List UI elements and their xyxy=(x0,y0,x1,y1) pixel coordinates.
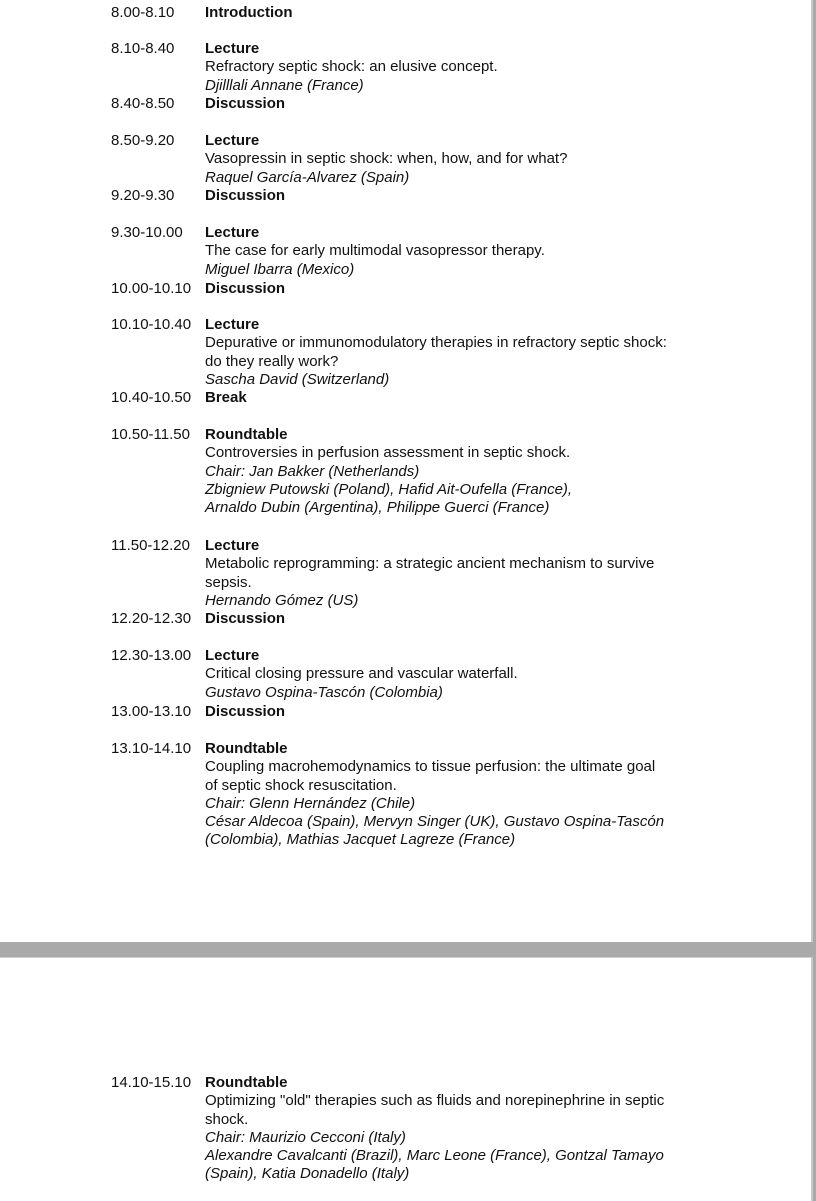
session-title-line: Critical closing pressure and vascular waterfall. xyxy=(205,665,518,683)
time-slot: 9.20-9.30 xyxy=(111,187,175,204)
session-type: Lecture xyxy=(205,224,260,241)
session-type: Discussion xyxy=(205,703,286,720)
speaker-line: Arnaldo Dubin (Argentina), Philippe Guerci (France) xyxy=(205,499,550,517)
time-slot: 11.50-12.20 xyxy=(111,537,190,554)
session-details xyxy=(205,703,710,721)
time-slot: 9.30-10.00 xyxy=(111,224,183,241)
session-details xyxy=(205,610,710,628)
time-slot: 8.50-9.20 xyxy=(111,132,175,149)
time-slot: 13.10-14.10 xyxy=(111,740,192,757)
session-details xyxy=(205,187,710,205)
session-type: Discussion xyxy=(205,280,286,297)
session-title-line: of septic shock resuscitation. xyxy=(205,776,397,794)
speaker-line: (Colombia), Mathias Jacquet Lagreze (France) xyxy=(205,831,516,849)
speaker-line: (Spain), Katia Donadello (Italy) xyxy=(205,1165,410,1183)
session-title-line: Depurative or immunomodulatory therapies in refractory septic shock: xyxy=(205,334,667,352)
session-details xyxy=(205,537,710,610)
speaker-line: Alexandre Cavalcanti (Brazil), Marc Leone (France), Gontzal Tamayo xyxy=(205,1147,664,1165)
session-details xyxy=(205,224,710,279)
speaker-line: Djilllali Annane (France) xyxy=(205,76,364,94)
speaker-line: Zbigniew Putowski (Poland), Hafid Ait-Oufella (France), xyxy=(205,480,573,498)
session-type: Lecture xyxy=(205,132,260,149)
session-title-line: Vasopressin in septic shock: when, how, and for what? xyxy=(205,150,568,168)
session-title-line: The case for early multimodal vasopressor therapy. xyxy=(205,242,545,260)
document-page-2 xyxy=(0,957,813,1201)
session-details xyxy=(205,426,710,517)
session-title-line: Metabolic reprogramming: a strategic ancient mechanism to survive xyxy=(205,555,655,573)
speaker-line: Gustavo Ospina-Tascón (Colombia) xyxy=(205,683,443,701)
time-slot: 12.30-13.00 xyxy=(111,647,192,664)
time-slot: 10.10-10.40 xyxy=(111,316,192,333)
session-details xyxy=(205,740,710,850)
speaker-line: Sascha David (Switzerland) xyxy=(205,370,390,388)
session-title-line: Coupling macrohemodynamics to tissue perfusion: the ultimate goal xyxy=(205,758,656,776)
speaker-line: Hernando Gómez (US) xyxy=(205,591,359,609)
session-type: Discussion xyxy=(205,187,286,204)
speaker-line: Miguel Ibarra (Mexico) xyxy=(205,260,355,278)
time-slot: 10.40-10.50 xyxy=(111,389,192,406)
speaker-line: Raquel García-Alvarez (Spain) xyxy=(205,168,410,186)
session-title-line: shock. xyxy=(205,1110,249,1128)
session-details xyxy=(205,1074,710,1184)
time-slot: 10.00-10.10 xyxy=(111,280,192,297)
session-details xyxy=(205,132,710,187)
session-type: Discussion xyxy=(205,95,286,112)
session-details xyxy=(205,40,710,95)
session-type: Introduction xyxy=(205,4,293,21)
time-slot: 10.50-11.50 xyxy=(111,426,190,443)
session-type: Lecture xyxy=(205,647,260,664)
session-details xyxy=(205,280,710,298)
session-type: Break xyxy=(205,389,247,406)
session-details xyxy=(205,647,710,702)
session-type: Lecture xyxy=(205,40,260,57)
speaker-line: César Aldecoa (Spain), Mervyn Singer (UK), Gustavo Ospina-Tascón xyxy=(205,813,665,831)
time-slot: 13.00-13.10 xyxy=(111,703,192,720)
session-type: Roundtable xyxy=(205,740,288,757)
speaker-line: Chair: Jan Bakker (Netherlands) xyxy=(205,462,420,480)
session-type: Roundtable xyxy=(205,1074,288,1091)
session-type: Discussion xyxy=(205,610,286,627)
session-type: Roundtable xyxy=(205,426,288,443)
session-title-line: sepsis. xyxy=(205,573,252,591)
time-slot: 8.00-8.10 xyxy=(111,4,175,21)
speaker-line: Chair: Glenn Hernández (Chile) xyxy=(205,794,416,812)
time-slot: 8.40-8.50 xyxy=(111,95,175,112)
session-details xyxy=(205,95,710,113)
session-details xyxy=(205,4,710,22)
session-details xyxy=(205,316,710,389)
speaker-line: Chair: Maurizio Cecconi (Italy) xyxy=(205,1128,406,1146)
session-title-line: do they really work? xyxy=(205,352,339,370)
session-title-line: Controversies in perfusion assessment in septic shock. xyxy=(205,444,571,462)
time-slot: 8.10-8.40 xyxy=(111,40,175,57)
time-slot: 14.10-15.10 xyxy=(111,1074,192,1091)
session-type: Lecture xyxy=(205,316,260,333)
time-slot: 12.20-12.30 xyxy=(111,610,192,627)
session-type: Lecture xyxy=(205,537,260,554)
session-title-line: Optimizing "old" therapies such as fluids and norepinephrine in septic xyxy=(205,1092,665,1110)
session-title-line: Refractory septic shock: an elusive concept. xyxy=(205,58,498,76)
session-details xyxy=(205,389,710,407)
